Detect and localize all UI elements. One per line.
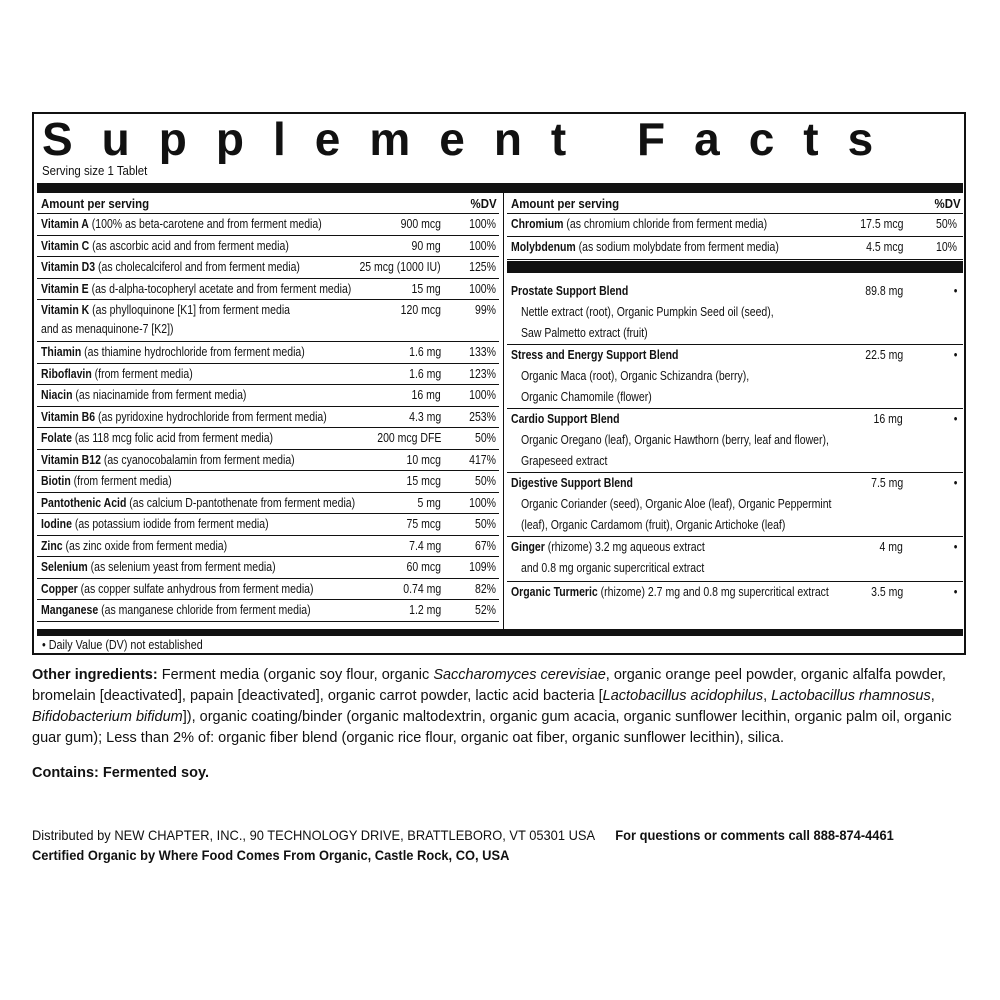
- nutrient-row: [37, 471, 499, 493]
- nutrient-amount: 75 mcg: [406, 517, 441, 531]
- right-column: [507, 195, 963, 604]
- nutrient-dv: 10%: [935, 240, 957, 254]
- ginger-row: Ginger (rhizome) 3.2 mg aqueous extract and 0.8 mg organic supercritical extract 4 mg •: [507, 537, 963, 582]
- other-ingredients-label: Other ingredients:: [32, 667, 158, 683]
- nutrient-dv: 100%: [469, 388, 496, 402]
- nutrient-row: [37, 342, 499, 364]
- blend-name: Digestive Support Blend: [511, 476, 633, 490]
- column-divider: [503, 193, 504, 629]
- blend-ingredients: Nettle extract (root), Organic Pumpkin Seed oil (seed),: [521, 305, 774, 319]
- nutrient-dv: 109%: [469, 560, 496, 574]
- nutrient-row: [37, 428, 499, 450]
- nutrient-row: [37, 364, 499, 386]
- nutrient-dv: 100%: [469, 217, 496, 231]
- nutrient-amount: 4.3 mg: [408, 409, 441, 424]
- nutrient-name: Vitamin E (as d-alpha-tocopheryl acetate and from ferment media): [41, 281, 352, 296]
- turmeric-row: Organic Turmeric (rhizome) 2.7 mg and 0.8 mg supercritical extract 3.5 mg •: [507, 582, 963, 604]
- thick-divider: [507, 261, 963, 273]
- nutrient-row: [37, 600, 499, 622]
- nutrient-name: Riboflavin (from ferment media): [41, 366, 193, 381]
- right-header: [507, 195, 963, 214]
- blend-row: [507, 281, 963, 345]
- allergen-statement: Contains: Fermented soy.: [32, 765, 209, 781]
- nutrient-amount: 90 mg: [411, 238, 441, 253]
- nutrient-name: Vitamin D3 (as cholecalciferol and from ferment media): [41, 260, 300, 274]
- footnote: • Daily Value (DV) not established: [42, 638, 203, 652]
- nutrient-dv: 67%: [474, 538, 496, 553]
- blend-ingredients: Organic Maca (root), Organic Schizandra (berry),: [521, 369, 750, 383]
- certification-line: Certified Organic by Where Food Comes From Organic, Castle Rock, CO, USA: [32, 847, 510, 863]
- nutrient-row: [37, 407, 499, 429]
- nutrient-dv: 100%: [469, 495, 496, 510]
- nutrient-dv: 50%: [935, 217, 957, 231]
- nutrient-amount: 5 mg: [417, 495, 441, 510]
- nutrient-dv: 50%: [474, 474, 496, 488]
- blend-ingredients: Organic Chamomile (flower): [521, 390, 652, 404]
- nutrient-name: Manganese (as manganese chloride from ferment media): [41, 603, 311, 617]
- nutrient-row: [37, 279, 499, 301]
- nutrient-name: Selenium (as selenium yeast from ferment media): [41, 560, 276, 574]
- supplement-facts-panel: [32, 112, 966, 655]
- ginger-dv: •: [953, 540, 957, 554]
- blend-amount: 7.5 mg: [870, 476, 903, 490]
- nutrient-dv: 125%: [469, 260, 496, 274]
- nutrient-amount: 200 mcg DFE: [376, 431, 441, 445]
- amount-header: Amount per serving: [41, 196, 150, 211]
- nutrient-amount: 900 mcg: [400, 217, 441, 231]
- nutrient-dv: 50%: [474, 517, 496, 531]
- nutrient-name: Pantothenic Acid (as calcium D-pantothenate from ferment media): [41, 495, 356, 510]
- left-column: [37, 195, 499, 622]
- blend-dv: •: [953, 476, 957, 490]
- nutrient-amount: 1.2 mg: [408, 603, 441, 617]
- blend-ingredients: Saw Palmetto extract (fruit): [521, 326, 648, 340]
- amount-header: Amount per serving: [511, 196, 620, 211]
- nutrient-row: [37, 536, 499, 558]
- nutrient-row: Chromium (as chromium chloride from ferment media) 17.5 mcg 50%: [507, 214, 963, 237]
- nutrient-dv: 253%: [469, 409, 496, 424]
- nutrient-name: Biotin (from ferment media): [41, 474, 172, 488]
- nutrient-dv: 123%: [469, 366, 496, 381]
- nutrient-dv: 50%: [474, 431, 496, 445]
- nutrient-name: Zinc (as zinc oxide from ferment media): [41, 538, 228, 553]
- blend-name: Prostate Support Blend: [511, 284, 629, 298]
- blend-amount: 22.5 mg: [865, 348, 903, 362]
- blend-ingredients: Organic Oregano (leaf), Organic Hawthorn (berry, leaf and flower),: [521, 433, 829, 447]
- dv-header: %DV: [470, 196, 497, 211]
- distributor-text: Distributed by NEW CHAPTER, INC., 90 TECHNOLOGY DRIVE, BRATTLEBORO, VT 05301 USA: [32, 827, 596, 843]
- blend-amount: 16 mg: [873, 412, 903, 426]
- nutrient-name: Vitamin C (as ascorbic acid and from ferment media): [41, 238, 289, 253]
- blend-dv: •: [953, 348, 957, 362]
- blend-ingredients: Grapeseed extract: [521, 454, 608, 468]
- nutrient-amount: 1.6 mg: [408, 345, 441, 359]
- ginger-amount: 4 mg: [879, 540, 903, 554]
- nutrient-amount: 7.4 mg: [408, 538, 441, 553]
- bottom-divider: [37, 629, 963, 636]
- nutrient-amount: 25 mcg (1000 IU): [359, 260, 441, 274]
- panel-title: Supplement Facts: [42, 114, 903, 164]
- nutrient-row: [37, 300, 499, 342]
- nutrient-detail-line: and as menaquinone-7 [K2]): [41, 322, 174, 336]
- nutrient-dv: 100%: [469, 281, 496, 296]
- blend-name: Stress and Energy Support Blend: [511, 348, 679, 362]
- nutrient-name: Folate (as 118 mcg folic acid from ferment media): [41, 431, 274, 445]
- nutrient-amount: 4.5 mcg: [865, 240, 903, 254]
- nutrient-row: [37, 257, 499, 279]
- nutrient-amount: 60 mcg: [406, 560, 441, 574]
- nutrient-row: [37, 385, 499, 407]
- blend-name: Cardio Support Blend: [511, 412, 620, 426]
- distributor-line: [32, 825, 894, 845]
- nutrient-name: Iodine (as potassium iodide from ferment media): [41, 517, 269, 531]
- nutrient-dv: 133%: [469, 345, 496, 359]
- other-ingredients-text: Other ingredients: Ferment media (organic soy flour, organic Saccharomyces cerevisiae, organic orange peel powder, organic alfalfa powder, bromelain [deactivated], papain [deactivated], organic carrot powder, lactic acid bacteria [Lactobacillus acidophilus, Lactobacillus rhamnosus, Bifidobacterium bifidum]), organic coating/binder (organic maltodextrin, organic gum acacia, organic sunflower lecithin, organic palm oil, organic guar gum); Less than 2% of: organic fiber blend (organic rice flour, organic oat fiber, organic sunflower lecithin), silica.: [32, 667, 952, 746]
- nutrient-amount: 120 mcg: [400, 303, 441, 317]
- blend-dv: •: [953, 284, 957, 298]
- blend-row: [507, 409, 963, 473]
- nutrient-amount: 16 mg: [411, 388, 441, 402]
- blend-row: [507, 473, 963, 537]
- nutrient-dv: 100%: [469, 238, 496, 253]
- blend-dv: •: [953, 412, 957, 426]
- nutrient-name: Vitamin B6 (as pyridoxine hydrochloride from ferment media): [41, 409, 327, 424]
- nutrient-name: Vitamin A (100% as beta-carotene and from ferment media): [41, 217, 322, 231]
- nutrient-name: Niacin (as niacinamide from ferment media): [41, 388, 247, 402]
- nutrient-row: Molybdenum (as sodium molybdate from ferment media) 4.5 mcg 10%: [507, 237, 963, 260]
- nutrient-dv: 417%: [469, 452, 496, 467]
- turmeric-dv: •: [953, 585, 957, 599]
- nutrient-name: Vitamin K (as phylloquinone [K1] from ferment media: [41, 303, 291, 317]
- nutrient-amount: 1.6 mg: [408, 366, 441, 381]
- turmeric-amount: 3.5 mg: [870, 585, 903, 599]
- left-header: [37, 195, 499, 214]
- nutrient-amount: 10 mcg: [406, 452, 441, 467]
- nutrient-name: Copper (as copper sulfate anhydrous from ferment media): [41, 581, 314, 596]
- contact-text: For questions or comments call 888-874-4461: [615, 827, 894, 843]
- blend-amount: 89.8 mg: [865, 284, 903, 298]
- nutrient-row: [37, 236, 499, 258]
- nutrient-row: [37, 214, 499, 236]
- blend-row: [507, 345, 963, 409]
- nutrient-row: [37, 557, 499, 579]
- nutrient-dv: 99%: [474, 303, 496, 317]
- thick-divider: [37, 183, 963, 193]
- nutrient-row: [37, 514, 499, 536]
- nutrient-row: [37, 493, 499, 515]
- other-ingredients: [32, 665, 966, 749]
- dv-header: %DV: [934, 196, 961, 211]
- nutrient-amount: 15 mg: [411, 281, 441, 296]
- blend-ingredients: (leaf), Organic Cardamom (fruit), Organic Artichoke (leaf): [521, 518, 786, 532]
- nutrient-row: [37, 579, 499, 601]
- nutrient-amount: 17.5 mcg: [859, 217, 903, 231]
- nutrient-dv: 82%: [474, 581, 496, 596]
- nutrient-name: Thiamin (as thiamine hydrochloride from ferment media): [41, 345, 305, 359]
- nutrient-dv: 52%: [474, 603, 496, 617]
- nutrient-name: Vitamin B12 (as cyanocobalamin from ferment media): [41, 452, 295, 467]
- nutrient-row: [37, 450, 499, 472]
- serving-size: Serving size 1 Tablet: [42, 163, 148, 178]
- nutrient-amount: 0.74 mg: [403, 581, 441, 596]
- nutrient-amount: 15 mcg: [406, 474, 441, 488]
- blend-ingredients: Organic Coriander (seed), Organic Aloe (leaf), Organic Peppermint: [521, 497, 832, 511]
